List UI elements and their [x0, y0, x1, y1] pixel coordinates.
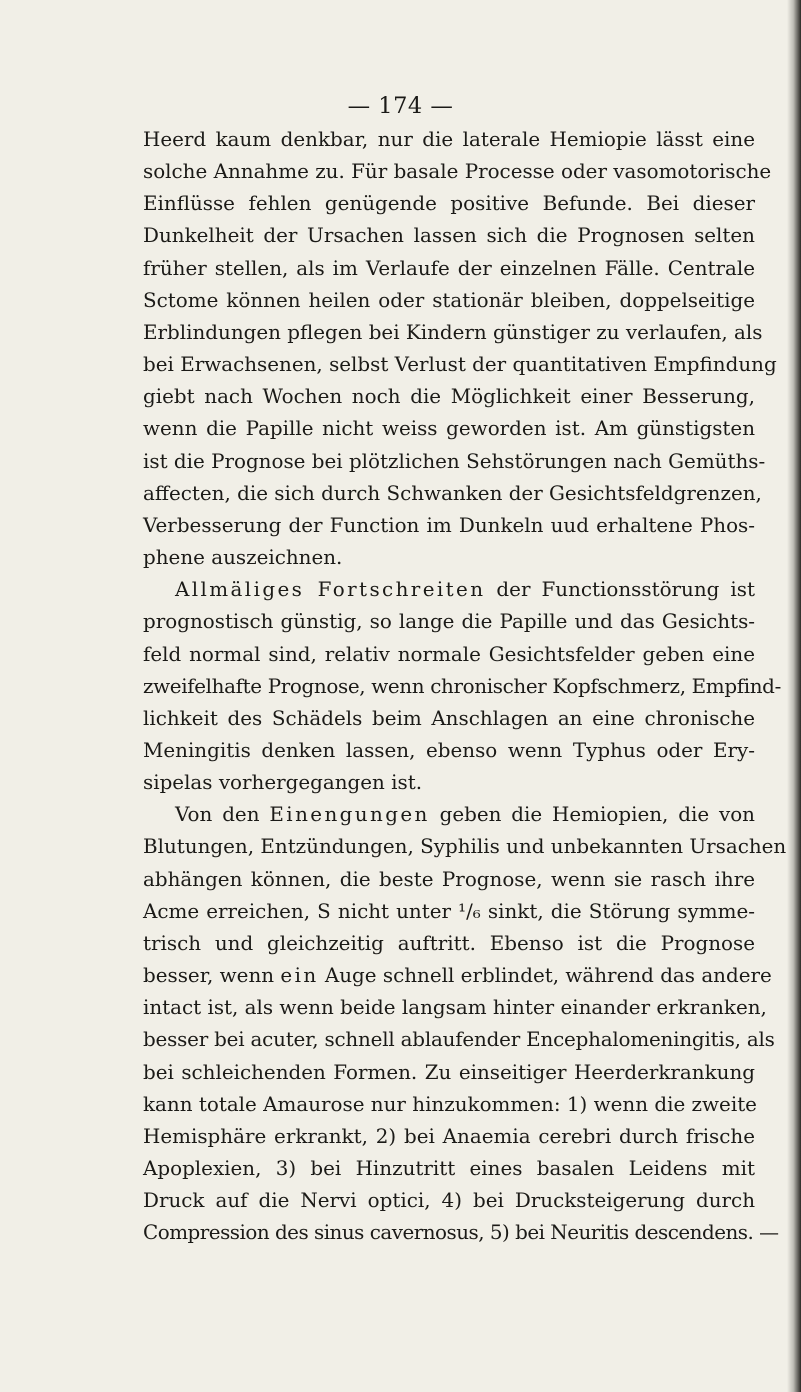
line-text: giebt nach Wochen noch die Möglichkeit einer Besserung,	[143, 385, 755, 409]
line-text: Sctome können heilen oder stationär bleiben, doppelseitige	[143, 288, 755, 312]
line-text: Verbesserung der Function im Dunkeln uud erhaltene Phos-	[143, 513, 755, 537]
text-line	[143, 1089, 755, 1121]
spaced-emphasis: Allmäliges Fortschreiten	[175, 578, 486, 602]
text-line	[143, 831, 787, 863]
text-line	[143, 960, 772, 992]
page-edge-shadow	[787, 0, 801, 1392]
line-text: Von den	[175, 803, 270, 827]
text-line	[143, 606, 755, 638]
text-line	[143, 671, 781, 703]
line-text: wenn die Papille nicht weiss geworden ist. Am günstigsten	[143, 417, 755, 441]
text-line	[143, 1185, 755, 1217]
line-text: ist die Prognose bei plötzlichen Sehstörungen nach Gemüths-	[143, 449, 766, 473]
text-line	[143, 188, 755, 220]
body-text	[143, 124, 787, 1249]
text-line	[143, 381, 755, 413]
line-text: abhängen können, die beste Prognose, wenn sie rasch ihre	[143, 867, 755, 891]
line-text: besser bei acuter, schnell ablaufender Encephalomeningitis, als	[143, 1028, 775, 1052]
text-line	[143, 446, 766, 478]
line-text: zweifelhafte Prognose, wenn chronischer Kopfschmerz, Empfind-	[143, 674, 781, 698]
text-line	[143, 767, 755, 799]
text-line	[143, 542, 755, 574]
spaced-emphasis: ein	[280, 964, 319, 988]
line-text: Auge schnell erblindet, während das andere	[318, 964, 772, 988]
text-line	[143, 1024, 775, 1056]
line-text: Blutungen, Entzündungen, Syphilis und unbekannten Ursachen	[143, 835, 787, 859]
line-text: kann totale Amaurose nur hinzukommen: 1) wenn die zweite	[143, 1092, 757, 1116]
text-line	[143, 735, 755, 767]
text-line	[143, 413, 755, 445]
line-text: trisch und gleichzeitig auftritt. Ebenso ist die Prognose	[143, 931, 755, 955]
line-text: Meningitis denken lassen, ebenso wenn Typhus oder Ery-	[143, 738, 755, 762]
line-text: besser, wenn	[143, 964, 281, 988]
line-text: lichkeit des Schädels beim Anschlagen an eine chronische	[143, 706, 755, 730]
page-number: — 174 —	[347, 93, 454, 119]
line-text: Heerd kaum denkbar, nur die laterale Hemiopie lässt eine	[143, 128, 755, 151]
line-text: der Functionsstörung ist	[485, 578, 755, 602]
line-text: geben die Hemiopien, die von	[429, 803, 755, 827]
text-line	[143, 703, 755, 735]
text-line	[143, 349, 777, 381]
line-text: bei schleichenden Formen. Zu einseitiger Heerderkrankung	[143, 1060, 755, 1084]
text-line	[143, 864, 755, 896]
line-text: Dunkelheit der Ursachen lassen sich die Prognosen selten	[143, 224, 755, 248]
line-text: Acme erreichen, S nicht unter ¹/₆ sinkt, die Störung symme-	[143, 899, 755, 923]
text-line	[143, 478, 762, 510]
text-line	[143, 799, 755, 831]
line-text: Erblindungen pflegen bei Kindern günstiger zu verlaufen, als	[143, 320, 763, 344]
text-line	[143, 1057, 755, 1089]
text-line	[143, 992, 767, 1024]
text-line	[143, 124, 755, 156]
line-text: bei Erwachsenen, selbst Verlust der quantitativen Empfindung	[143, 353, 777, 377]
line-text: intact ist, als wenn beide langsam hinter einander erkranken,	[143, 996, 767, 1020]
text-line	[143, 285, 755, 317]
line-text: sipelas vorhergegangen ist.	[143, 771, 423, 795]
text-line	[143, 1153, 755, 1185]
text-line	[143, 896, 755, 928]
line-text: phene auszeichnen.	[143, 546, 343, 570]
line-text: solche Annahme zu. Für basale Processe oder vasomotorische	[143, 160, 772, 184]
text-line	[143, 253, 755, 285]
line-text: Einflüsse fehlen genügende positive Befunde. Bei dieser	[143, 192, 755, 216]
text-line	[143, 1121, 755, 1153]
line-text: affecten, die sich durch Schwanken der Gesichtsfeldgrenzen,	[143, 481, 762, 505]
text-line	[143, 510, 755, 542]
line-text: früher stellen, als im Verlaufe der einzelnen Fälle. Centrale	[143, 256, 755, 280]
text-line	[143, 1217, 779, 1249]
spaced-emphasis: Einengungen	[269, 803, 430, 827]
text-line	[143, 574, 755, 606]
line-text: Druck auf die Nervi optici, 4) bei Drucksteigerung durch	[143, 1189, 755, 1213]
line-text: Hemisphäre erkrankt, 2) bei Anaemia cerebri durch frische	[143, 1124, 755, 1148]
text-line	[143, 317, 763, 349]
text-line	[143, 220, 755, 252]
text-line	[143, 639, 755, 671]
text-line	[143, 928, 755, 960]
line-text: prognostisch günstig, so lange die Papille und das Gesichts-	[143, 610, 755, 634]
line-text: Compression des sinus cavernosus, 5) bei Neuritis descendens. —	[143, 1221, 779, 1245]
text-line	[143, 156, 772, 188]
line-text: feld normal sind, relativ normale Gesichtsfelder geben eine	[143, 642, 755, 666]
line-text: Apoplexien, 3) bei Hinzutritt eines basalen Leidens mit	[143, 1157, 755, 1180]
